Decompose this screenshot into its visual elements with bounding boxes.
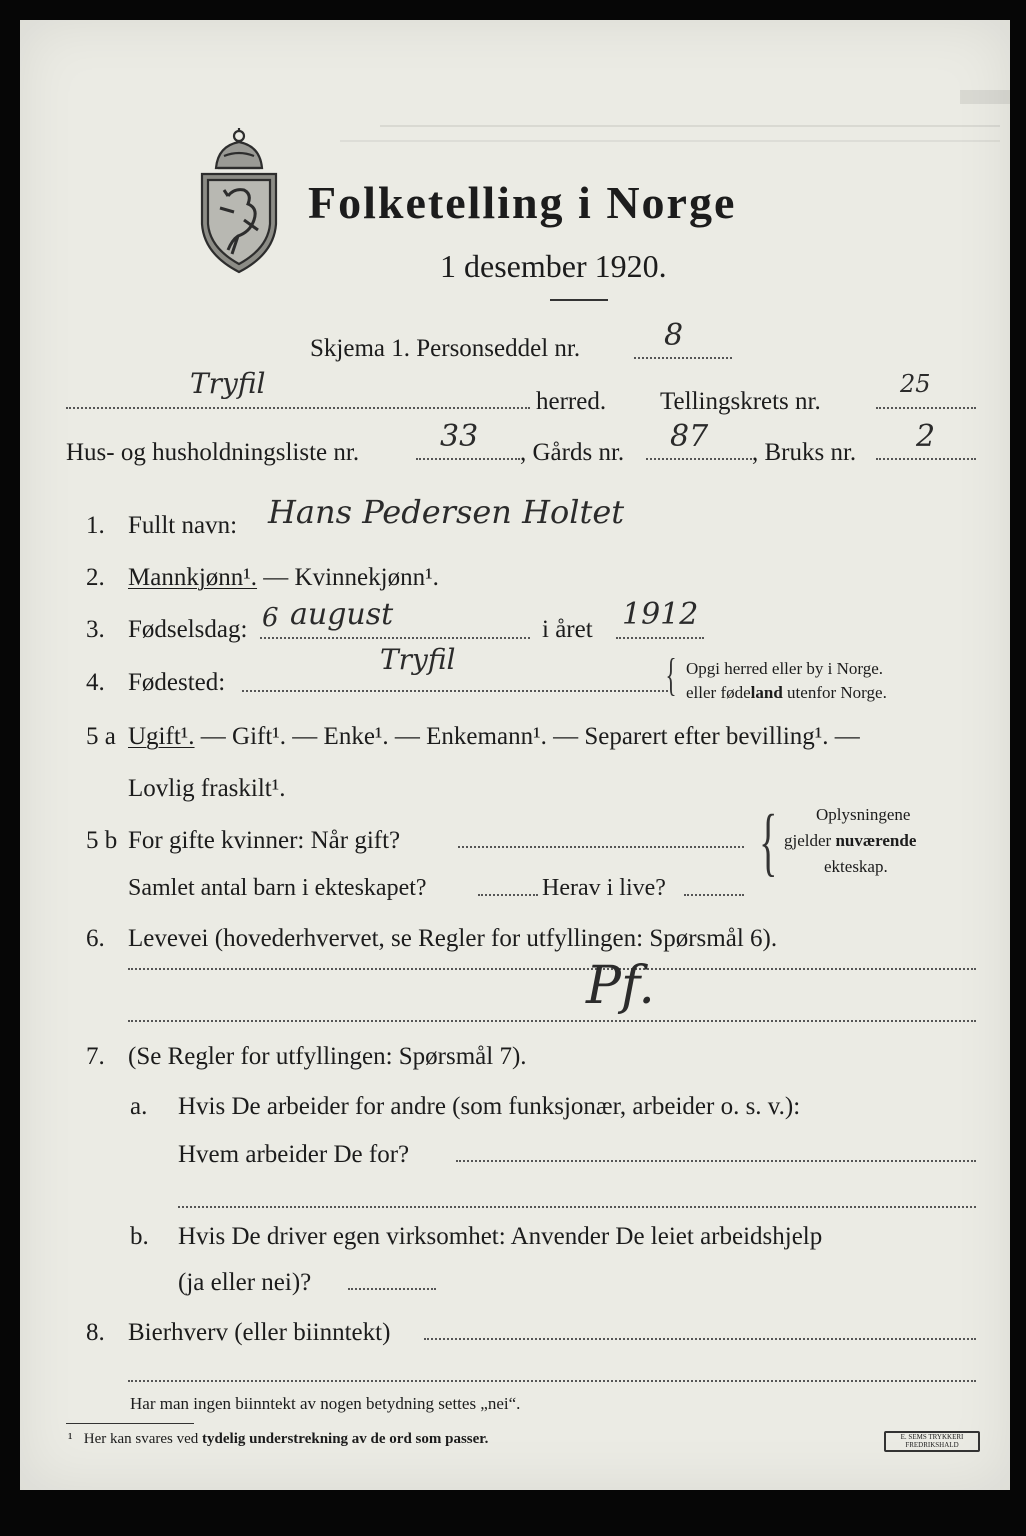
q4-note-2 xyxy=(686,684,887,701)
q2-number: 2. xyxy=(86,564,105,591)
q7a-line-1 xyxy=(456,1160,976,1162)
title-rule xyxy=(550,299,608,301)
herred-value: Tryfil xyxy=(190,367,266,400)
printer-line-1: E. SEMS TRYKKERI xyxy=(900,1433,964,1441)
schema-number-line xyxy=(634,357,732,359)
bruks-line xyxy=(876,458,976,460)
bleed-through xyxy=(960,90,1010,104)
q4-label: Fødested: xyxy=(128,669,226,696)
gards-value: 87 xyxy=(670,419,709,454)
q5b-married-line xyxy=(458,846,744,848)
q1-number: 1. xyxy=(86,512,105,539)
q8-line-2 xyxy=(128,1380,976,1382)
q5b-children-line xyxy=(478,894,538,896)
q6-occupation-value: Pf. xyxy=(586,956,655,1016)
gards-label: , Gårds nr. xyxy=(520,439,625,466)
q5b-note-3: ekteskap. xyxy=(824,857,888,876)
bleed-through xyxy=(340,140,1000,142)
census-date: 1 desember 1920. xyxy=(440,248,667,284)
footnote-rule xyxy=(66,1423,194,1424)
q7a-letter: a. xyxy=(130,1093,148,1120)
q4-brace: { xyxy=(665,649,677,700)
bleed-through xyxy=(380,125,1000,127)
q5b-note-2-pre: gjelder xyxy=(784,831,836,850)
q3-day-line xyxy=(260,637,530,639)
q7-number: 7. xyxy=(86,1043,105,1070)
q2-female-option: Kvinnekjønn¹. xyxy=(294,564,439,591)
q8-label: Bierhverv (eller biinntekt) xyxy=(128,1319,391,1346)
herred-label: herred. xyxy=(536,388,607,415)
q4-note-1: Opgi herred eller by i Norge. xyxy=(686,659,884,678)
schema-number-value: 8 xyxy=(664,318,684,353)
q7b-text-2: (ja eller nei)? xyxy=(178,1269,312,1296)
q5b-alive-line xyxy=(684,894,744,896)
q5b-note-2 xyxy=(784,832,916,849)
q7a-text-2: Hvem arbeider De for? xyxy=(178,1141,410,1168)
q5b-alive-label: Herav i live? xyxy=(542,875,666,901)
q6-line-1 xyxy=(128,968,976,970)
q7a-text: Hvis De arbeider for andre (som funksjonær, arbeider o. s. v.): xyxy=(178,1093,801,1120)
tellingskrets-label: Tellingskrets nr. xyxy=(660,388,821,415)
q7-label: (Se Regler for utfyllingen: Spørsmål 7). xyxy=(128,1043,527,1070)
household-list-label: Hus- og husholdningsliste nr. xyxy=(66,439,360,466)
q6-number: 6. xyxy=(86,925,105,952)
q7a-line-2 xyxy=(178,1206,976,1208)
q7b-letter: b. xyxy=(130,1223,149,1250)
q5a-other-options: — Gift¹. — Enke¹. — Enkemann¹. — Separert efter bevilling¹. — xyxy=(194,723,860,750)
q3-month-value: august xyxy=(290,597,394,632)
form-title: Folketelling i Norge xyxy=(308,177,737,228)
q5b-note-1: Oplysningene xyxy=(816,805,911,824)
bruks-label: , Bruks nr. xyxy=(752,439,857,466)
q5a-ugift-option: Ugift¹. xyxy=(128,723,195,750)
footnote xyxy=(68,1432,488,1447)
q5b-note-2-bold: nuværende xyxy=(835,831,917,850)
q3-year-line xyxy=(616,637,704,639)
q4-birthplace-line xyxy=(242,690,668,692)
tellingskrets-line xyxy=(876,407,976,409)
q2-male-option: Mannkjønn¹. xyxy=(128,564,258,591)
gards-line xyxy=(646,458,752,460)
q7b-text: Hvis De driver egen virksomhet: Anvender De leiet arbeidshjelp xyxy=(178,1223,823,1250)
footnote-mark: ¹ xyxy=(68,1431,73,1447)
printer-stamp xyxy=(884,1431,980,1452)
herred-line xyxy=(66,407,530,409)
q3-day-value: 6 xyxy=(262,603,279,633)
footnote-text: Her kan svares ved xyxy=(83,1431,203,1447)
q3-number: 3. xyxy=(86,616,105,643)
q6-line-2 xyxy=(128,1020,976,1022)
q7b-line xyxy=(348,1288,436,1290)
q2-separator: — xyxy=(257,564,295,591)
q5a-options xyxy=(128,724,860,749)
q2-sex-options xyxy=(128,565,439,590)
q5b-children-label: Samlet antal barn i ekteskapet? xyxy=(128,875,427,901)
q4-note-2-pre: eller føde xyxy=(686,683,751,702)
coat-of-arms-icon xyxy=(188,124,290,276)
q4-number: 4. xyxy=(86,669,105,696)
tellingskrets-value: 25 xyxy=(900,370,931,398)
q5b-married-label: For gifte kvinner: Når gift? xyxy=(128,827,401,854)
household-list-line xyxy=(416,458,520,460)
q5a-option-fraskilt: Lovlig fraskilt¹. xyxy=(128,775,286,802)
q4-note-2-post: utenfor Norge. xyxy=(782,683,887,702)
footer-note: Har man ingen biinntekt av nogen betydning settes „nei“. xyxy=(130,1394,521,1413)
q5a-number: 5 a xyxy=(86,723,116,750)
q5b-brace: { xyxy=(759,800,778,884)
footnote-bold-text: tydelig understrekning av de ord som passer. xyxy=(202,1431,489,1447)
printer-line-2: FREDRIKSHALD xyxy=(905,1441,959,1449)
q8-number: 8. xyxy=(86,1319,105,1346)
q4-note-2-bold: land xyxy=(750,683,783,702)
census-form xyxy=(20,20,1010,1490)
schema-label: Skjema 1. Personseddel nr. xyxy=(310,335,581,362)
household-list-value: 33 xyxy=(440,419,479,454)
q5b-number: 5 b xyxy=(86,827,118,854)
q3-year-value: 1912 xyxy=(622,597,699,632)
q4-birthplace-value: Tryfil xyxy=(380,643,456,676)
q1-full-name-value: Hans Pedersen Holtet xyxy=(268,493,625,531)
q8-line-1 xyxy=(424,1338,976,1340)
q6-label: Levevei (hovederhvervet, se Regler for utfyllingen: Spørsmål 6). xyxy=(128,925,778,952)
q3-year-label: i året xyxy=(542,616,593,643)
bruks-value: 2 xyxy=(916,419,936,454)
q3-label: Fødselsdag: xyxy=(128,616,248,643)
q1-label: Fullt navn: xyxy=(128,512,238,539)
